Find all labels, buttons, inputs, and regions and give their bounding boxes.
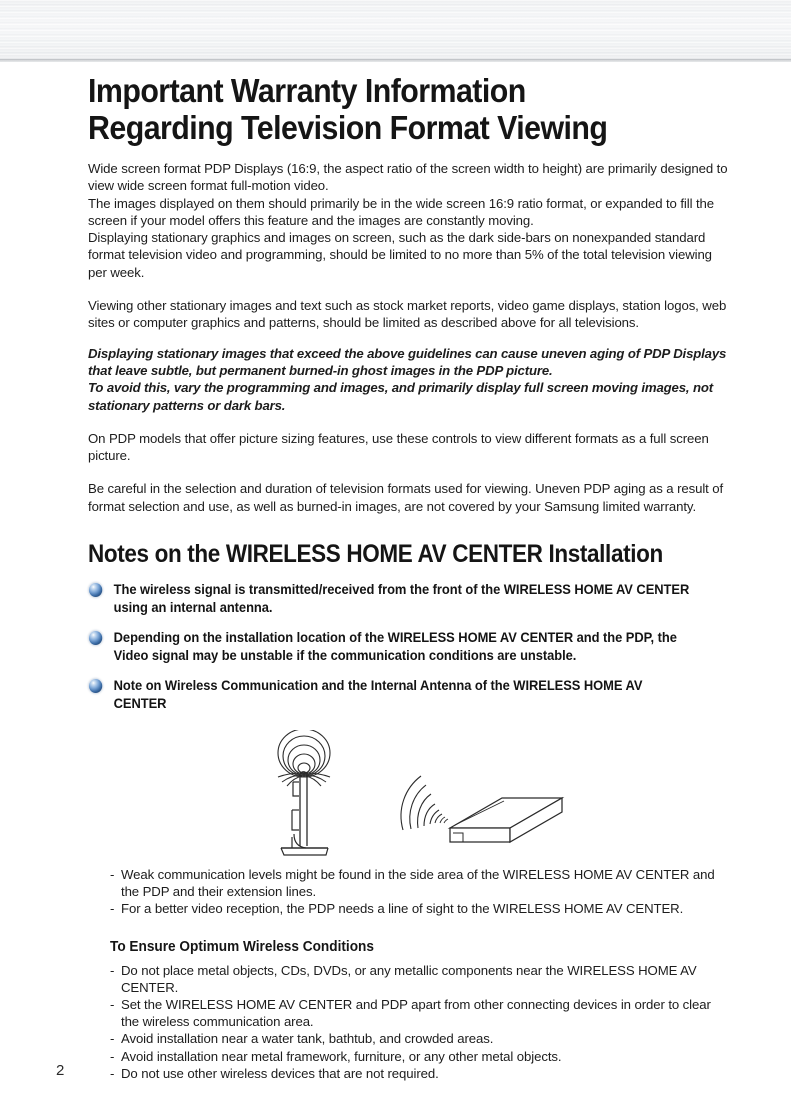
list-item <box>88 629 696 664</box>
list-item-label: The wireless signal is transmitted/received from the front of the WIRELESS HOME AV CENTER using an internal antenna. <box>113 582 690 615</box>
warranty-paragraph-4: Be careful in the selection and duration of television formats used for viewing. Uneven PDP aging as a result of format selection and use, as well as burned-in images, are not covered by your Samsung limited warranty. <box>88 481 724 514</box>
warranty-paragraph-3: On PDP models that offer picture sizing features, use these controls to view different formats as a full screen picture. <box>88 430 709 464</box>
list-item-label: Note on Wireless Communication and the Internal Antenna of the WIRELESS HOME AV CENTER <box>113 678 643 711</box>
warranty-paragraph-emphasis: Displaying stationary images that exceed the above guidelines can cause uneven aging of PDP Displays that leave subtle, but permanent burned-in ghost images in the PDP picture. To avoid this, vary the programming and images, and primarily display full screen moving images, not stationary patterns or dark bars. <box>88 345 727 413</box>
post-illustration-note-list <box>110 866 728 918</box>
list-item-label: Depending on the installation location of the WIRELESS HOME AV CENTER and the PDP, the Video signal may be unstable if the communication conditions are unstable. <box>113 630 677 663</box>
list-item <box>88 581 696 616</box>
list-item <box>88 677 696 712</box>
blue-orb-bullet-icon <box>89 583 102 597</box>
blue-orb-bullet-icon <box>89 679 102 693</box>
wireless-installation-illustration <box>88 730 728 860</box>
list-item: - For a better video reception, the PDP needs a line of sight to the WIRELESS HOME AV CENTER. <box>110 900 728 917</box>
list-item: - Avoid installation near a water tank, bathtub, and crowded areas. <box>110 1030 728 1047</box>
page-number: 2 <box>56 1062 65 1079</box>
list-item: - Avoid installation near metal framework, furniture, or any other metal objects. <box>110 1048 728 1065</box>
notes-section-heading: Notes on the WIRELESS HOME AV CENTER Installation <box>88 540 663 569</box>
page-title-line-2: Regarding Television Format Viewing <box>88 109 608 146</box>
list-item: - Do not use other wireless devices that are not required. <box>110 1065 728 1082</box>
warranty-paragraph-1: Wide screen format PDP Displays (16:9, the aspect ratio of the screen width to height) are primarily designed to view wide screen format full-motion video. The images displayed on them should primarily be in the wide screen 16:9 ratio format, or expanded to fill the screen if your model offers this feature and the images are constantly moving. Displaying stationary graphics and images on screen, such as the dark side-bars on nonexpanded standard format television video and programming, should be limited to no more than 5% of the total television viewing per week. <box>88 161 728 280</box>
page-title-line-1: Important Warranty Information <box>88 72 526 109</box>
optimum-conditions-section <box>110 938 728 1082</box>
blue-orb-bullet-icon <box>89 631 102 645</box>
brushed-metal-banner <box>0 0 791 62</box>
list-item: - Weak communication levels might be found in the side area of the WIRELESS HOME AV CENTER and the PDP and their extension lines. <box>110 866 728 900</box>
page-title <box>88 72 728 146</box>
antenna-tower-transmitting-icon <box>278 730 330 855</box>
notes-bullet-list <box>88 581 728 712</box>
list-item: - Set the WIRELESS HOME AV CENTER and PDP apart from other connecting devices in order to clear the wireless communication area. <box>110 996 728 1030</box>
page-content <box>88 72 728 1082</box>
list-item: - Do not place metal objects, CDs, DVDs, or any metallic components near the WIRELESS HOME AV CENTER. <box>110 962 728 996</box>
wireless-av-center-receiving-icon <box>401 776 562 842</box>
optimum-conditions-list <box>110 962 728 1082</box>
spacer <box>88 918 728 938</box>
warranty-paragraph-2: Viewing other stationary images and text such as stock market reports, video game displays, station logos, web sites or computer graphics and patterns, should be limited as described above for all televisions. <box>88 298 727 331</box>
optimum-conditions-heading: To Ensure Optimum Wireless Conditions <box>110 938 374 955</box>
